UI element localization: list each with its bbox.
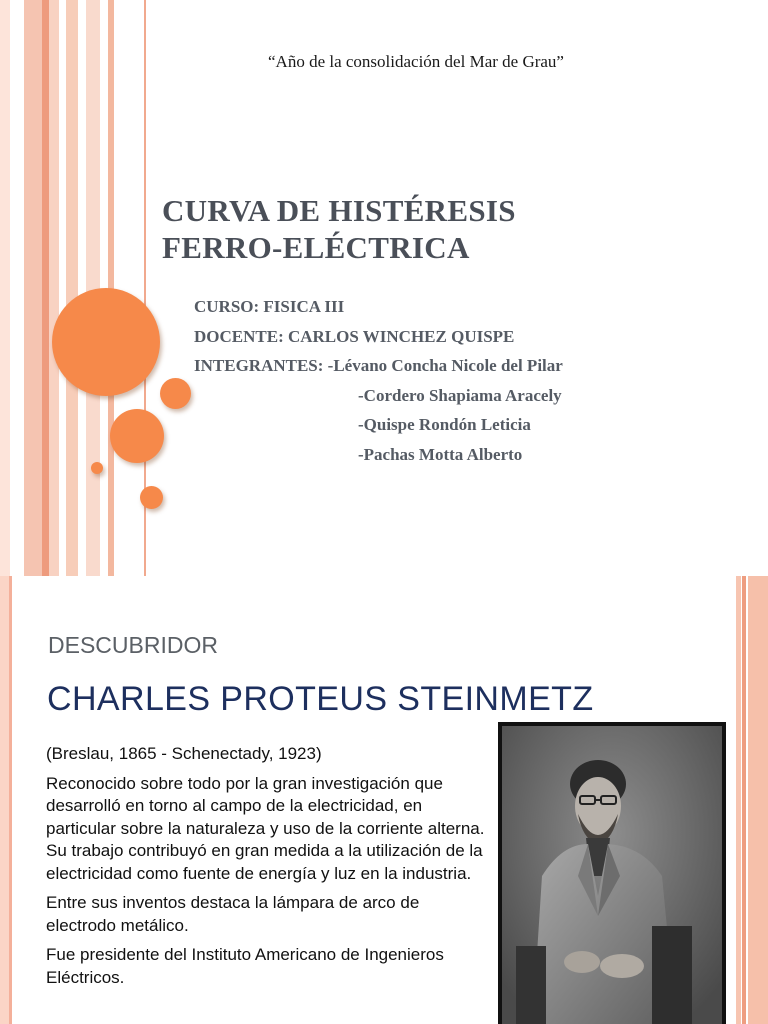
decorative-circle [110, 409, 164, 463]
discoverer-slide [0, 576, 768, 1024]
title-line-2: FERRO-ELÉCTRICA [162, 230, 470, 265]
member-item: -Quispe Rondón Leticia [358, 415, 531, 434]
paragraph-presidency: Fue presidente del Instituto Americano de Ingenieros Eléctricos. [46, 945, 444, 987]
decorative-stripe [0, 576, 9, 1024]
decorative-stripe [748, 576, 768, 1024]
decorative-stripe [42, 0, 49, 576]
decorative-circle [160, 378, 191, 409]
decorative-stripe [24, 0, 42, 576]
paragraph-dates: (Breslau, 1865 - Schenectady, 1923) [46, 744, 322, 763]
decorative-circle-small [91, 462, 103, 474]
biography-text [46, 743, 486, 996]
course-line: CURSO: FISICA III [194, 297, 345, 316]
portrait-photo [498, 722, 726, 1024]
members-label-line: INTEGRANTES: -Lévano Concha Nicole del Pilar [194, 356, 563, 375]
title-line-1: CURVA DE HISTÉRESIS [162, 193, 516, 228]
member-item: -Cordero Shapiama Aracely [358, 385, 562, 405]
teacher-line: DOCENTE: CARLOS WINCHEZ QUISPE [194, 326, 515, 346]
portrait-image [502, 726, 722, 1024]
course-info [194, 292, 563, 464]
paragraph-inventions: Entre sus inventos destaca la lámpara de arco de electrodo metálico. [46, 893, 420, 935]
decorative-stripe [0, 0, 10, 576]
decorative-circle-large [52, 288, 160, 396]
slide-title [162, 192, 516, 266]
decorative-circle [140, 486, 163, 509]
decorative-stripe [742, 576, 746, 1024]
section-heading: DESCUBRIDOR [48, 632, 218, 658]
paragraph-biography: Reconocido sobre todo por la gran investigación que desarrolló en torno al campo de la electricidad, en particular sobre la naturaleza y uso de la corriente alterna. Su trabajo contribuyó en gran medida a la utilización de la electricidad como fuente de energía y luz en la industria. [46, 773, 485, 883]
person-name: CHARLES PROTEUS STEINMETZ [47, 680, 594, 718]
decorative-stripe [736, 576, 741, 1024]
members-list [358, 381, 562, 470]
member-item: -Pachas Motta Alberto [358, 444, 523, 464]
decorative-stripe [66, 0, 78, 576]
decorative-stripe [9, 576, 12, 1024]
motto-text: “Año de la consolidación del Mar de Grau” [268, 52, 564, 71]
decorative-stripe [49, 0, 59, 576]
